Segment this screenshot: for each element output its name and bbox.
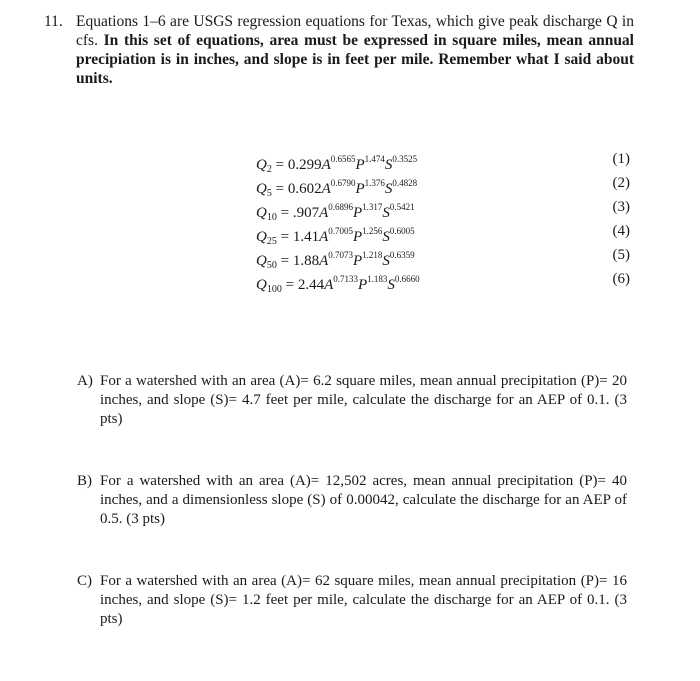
equation-row bbox=[256, 267, 630, 295]
equation-number: (4) bbox=[612, 223, 630, 239]
equation-number: (6) bbox=[612, 271, 630, 287]
equation: $Q_5 = 0.602A^{0.6790}P^{1.376}S^{0.4828}$ bbox=[256, 178, 418, 199]
equation-number: (5) bbox=[612, 247, 630, 263]
problem-bold-instructions: In this set of equations, area must be expressed in square miles, mean annual precipiation is in inches, and slope is in feet per mile. Remember what I said about units. bbox=[76, 32, 634, 87]
part-text: For a watershed with an area (A)= 62 square miles, mean annual precipitation (P)= 16 inches, and slope (S)= 1.2 feet per mile, calculate the discharge for an AEP of 0.1. (3 pts) bbox=[100, 573, 627, 627]
part-letter: B) bbox=[77, 473, 92, 489]
part-letter: A) bbox=[77, 373, 93, 389]
question-part-b bbox=[77, 472, 627, 529]
equation-row bbox=[256, 195, 630, 223]
equation: $Q_{100} = 2.44A^{0.7133}P^{1.183}S^{0.6660}$ bbox=[256, 274, 420, 295]
equation: $Q_{50} = 1.88A^{0.7073}P^{1.218}S^{0.6359}$ bbox=[256, 250, 415, 271]
equation-number: (3) bbox=[612, 199, 630, 215]
part-text: For a watershed with an area (A)= 6.2 square miles, mean annual precipitation (P)= 20 inches, and slope (S)= 4.7 feet per mile, calculate the discharge for an AEP of 0.1. (3 pts) bbox=[100, 373, 627, 427]
problem-statement bbox=[44, 12, 634, 88]
equation-row bbox=[256, 147, 630, 175]
equation-number: (2) bbox=[612, 175, 630, 191]
equation: $Q_{10} = .907A^{0.6896}P^{1.317}S^{0.5421}$ bbox=[256, 202, 415, 223]
equation-block bbox=[256, 147, 630, 295]
equation: $Q_2 = 0.299A^{0.6565}P^{1.474}S^{0.3525}$ bbox=[256, 154, 418, 175]
problem-body bbox=[76, 12, 634, 88]
equation-row bbox=[256, 171, 630, 199]
problem-number: 11. bbox=[44, 13, 63, 30]
equation: $Q_{25} = 1.41A^{0.7005}P^{1.256}S^{0.6005}$ bbox=[256, 226, 415, 247]
equation-number: (1) bbox=[612, 151, 630, 167]
part-text: For a watershed with an area (A)= 12,502 acres, mean annual precipitation (P)= 40 inches, and a dimensionless slope (S) of 0.00042, calculate the discharge for an AEP of 0.5. (3 pts) bbox=[100, 473, 627, 527]
question-part-c bbox=[77, 572, 627, 629]
question-part-a bbox=[77, 372, 627, 429]
equation-row bbox=[256, 219, 630, 247]
equation-row bbox=[256, 243, 630, 271]
part-letter: C) bbox=[77, 573, 92, 589]
problem-intro: Equations 1–6 are USGS regression equations for Texas, which give peak discharge Q in cfs. bbox=[76, 13, 634, 49]
